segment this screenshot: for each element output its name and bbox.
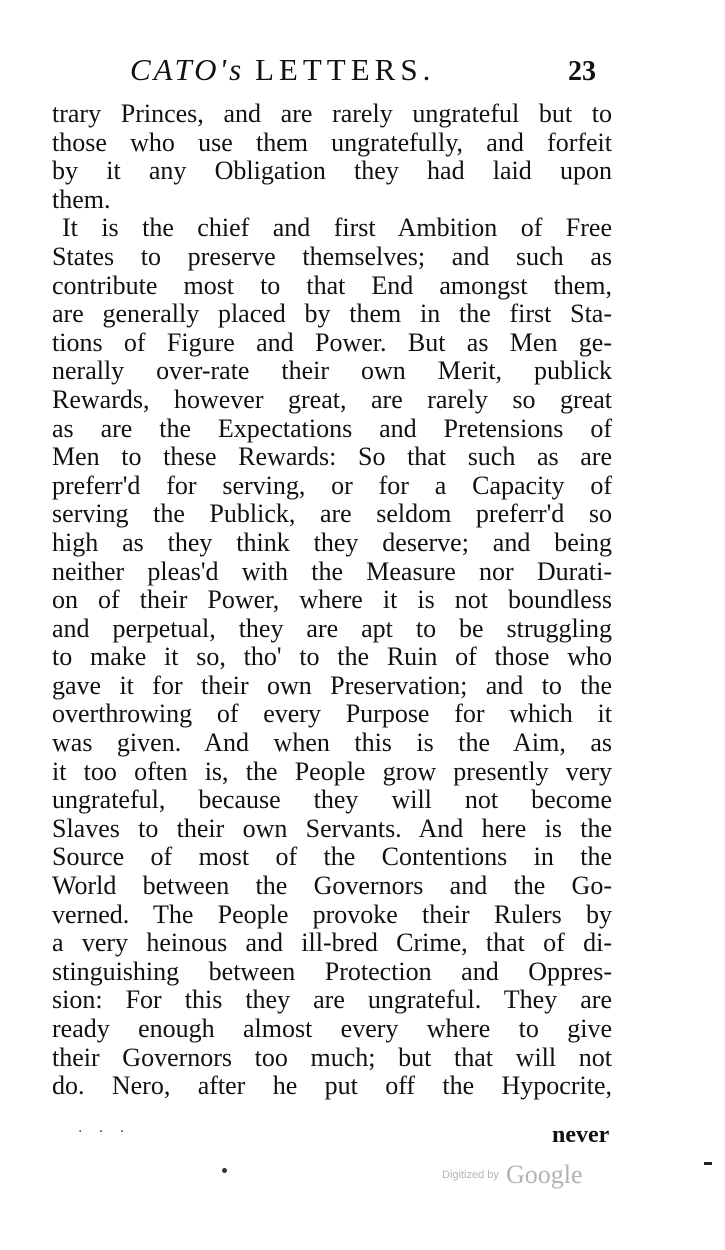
text-line-9: tions of Figure and Power. But as Men ge- <box>52 327 612 357</box>
text-line-17: neither pleas'd with the Measure nor Durati- <box>52 556 612 586</box>
digitized-by-label: Digitized by <box>442 1169 499 1181</box>
text-line-3: by it any Obligation they had laid upon <box>52 156 612 186</box>
catchword: never <box>552 1122 610 1148</box>
margin-dots: · · · <box>78 1124 131 1140</box>
text-line-11: Rewards, however great, are rarely so great <box>52 384 612 414</box>
page-number: 23 <box>568 56 596 87</box>
text-line-25: ungrateful, because they will not become <box>52 785 612 815</box>
text-line-31: stinguishing between Protection and Oppres- <box>52 956 612 986</box>
text-line-18: on of their Power, where it is not boundless <box>52 585 612 615</box>
text-line-2: those who use them ungratefully, and forfeit <box>52 127 612 157</box>
text-line-16: high as they think they deserve; and being <box>52 527 612 557</box>
running-head <box>130 52 600 92</box>
text-line-19: and perpetual, they are apt to be struggling <box>52 613 612 643</box>
text-line-10: nerally over-rate their own Merit, publick <box>52 356 612 386</box>
text-line-32: sion: For this they are ungrateful. They are <box>52 985 612 1015</box>
text-line-7: contribute most to that End amongst them, <box>52 270 612 300</box>
text-line-34: their Governors too much; but that will not <box>52 1042 612 1072</box>
text-line-4: them. <box>52 184 111 214</box>
edge-mark <box>704 1162 712 1165</box>
text-line-30: a very heinous and ill-bred Crime, that of di- <box>52 928 612 958</box>
text-line-8: are generally placed by them in the first Sta- <box>52 299 612 329</box>
text-line-29: verned. The People provoke their Rulers by <box>52 899 612 929</box>
text-line-20: to make it so, tho' to the Ruin of those who <box>52 642 612 672</box>
text-line-14: preferr'd for serving, or for a Capacity of <box>52 470 612 500</box>
text-line-6: States to preserve themselves; and such as <box>52 241 612 271</box>
running-head-title-part2: LETTERS. <box>254 52 436 87</box>
digitized-by-watermark <box>442 1160 583 1196</box>
text-line-35: do. Nero, after he put off the Hypocrite, <box>52 1071 612 1101</box>
text-line-22: overthrowing of every Purpose for which it <box>52 699 612 729</box>
running-head-title-part1: CATO's <box>130 52 245 87</box>
text-line-26: Slaves to their own Servants. And here is the <box>52 813 612 843</box>
text-line-24: it too often is, the People grow presently very <box>52 756 612 786</box>
text-line-21: gave it for their own Preservation; and to the <box>52 670 612 700</box>
text-line-27: Source of most of the Contentions in the <box>52 842 612 872</box>
page-speck <box>222 1168 227 1173</box>
text-line-28: World between the Governors and the Go- <box>52 871 612 901</box>
google-logo: Google <box>505 1160 583 1189</box>
text-line-1: trary Princes, and are rarely ungrateful but to <box>52 99 612 128</box>
body-text <box>52 100 612 1101</box>
text-line-23: was given. And when this is the Aim, as <box>52 728 612 758</box>
text-line-5: It is the chief and first Ambition of Free <box>62 213 612 243</box>
text-line-13: Men to these Rewards: So that such as are <box>52 442 612 472</box>
text-line-12: as are the Expectations and Pretensions of <box>52 413 612 443</box>
text-line-33: ready enough almost every where to give <box>52 1014 612 1043</box>
text-line-15: serving the Publick, are seldom preferr'd so <box>52 499 612 529</box>
